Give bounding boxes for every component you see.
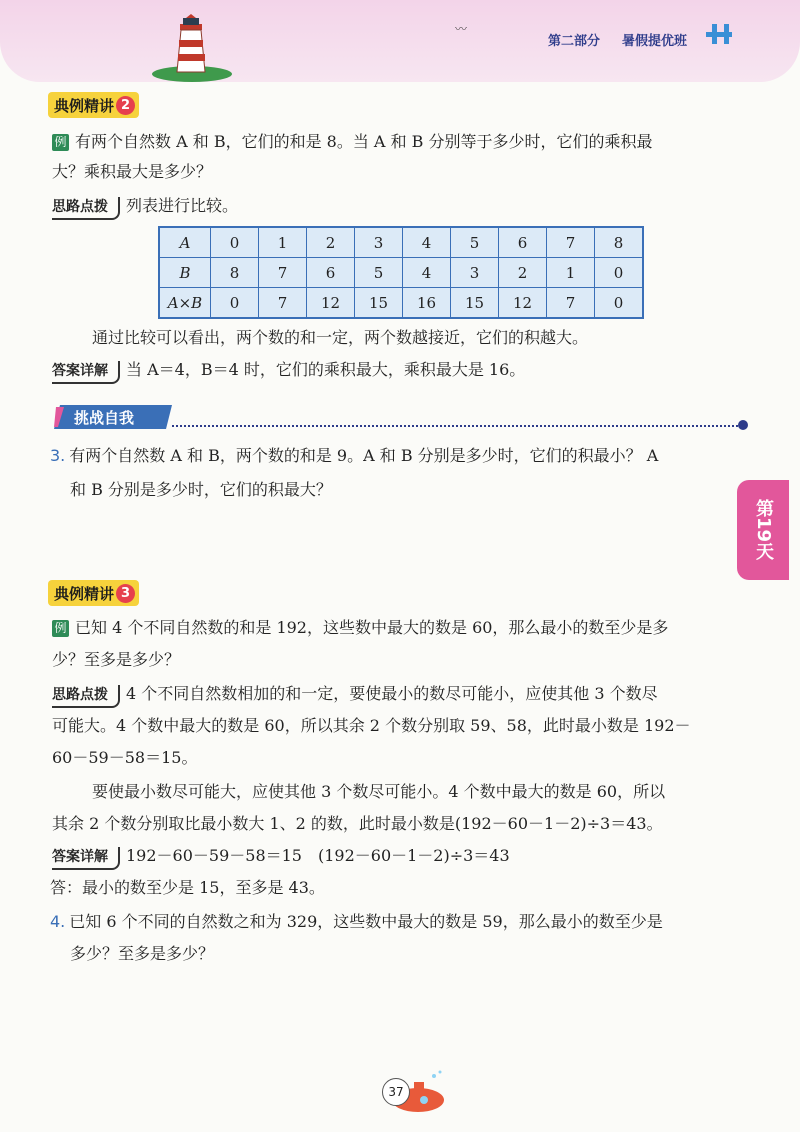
table-cell: 15 [451, 288, 499, 319]
hint-3-line5: 其余 2 个数分别取比最小数大 1、2 的数，此时最小数是(192－60－1－2)÷3＝43。 [52, 814, 663, 833]
table-cell: 6 [307, 258, 355, 288]
conclusion-2: 通过比较可以看出，两个数的和一定，两个数越接近，它们的积越大。 [92, 328, 589, 347]
table-cell: 7 [259, 258, 307, 288]
table-cell: 0 [595, 258, 644, 288]
table-row [159, 227, 643, 258]
header-section: 第二部分 [548, 34, 601, 49]
table-cell: 7 [547, 288, 595, 319]
answer-3 [52, 846, 510, 870]
table-cell: 0 [595, 288, 644, 319]
table-cell: 4 [403, 258, 451, 288]
question-3 [50, 446, 658, 466]
challenge-label: 挑战自我 [74, 409, 135, 427]
problem-3-line2: 少？至多是多少？ [52, 650, 181, 669]
table-row [159, 258, 643, 288]
header-series: 暑假提优班 [622, 34, 688, 49]
row-head: B [159, 258, 211, 288]
problem-2 [52, 132, 653, 152]
answer-3-final: 答：最小的数至少是 15，至多是 43。 [50, 878, 325, 897]
hint-label: 思路点拨 [52, 197, 120, 220]
example-icon: 例 [52, 134, 69, 151]
answer-2 [52, 360, 525, 384]
row-head: A [159, 227, 211, 258]
answer-label: 答案详解 [52, 847, 120, 870]
book-deco-icon [702, 18, 742, 48]
table-cell: 3 [355, 227, 403, 258]
table-row [159, 288, 643, 319]
day-tab: 第19天 [737, 480, 789, 580]
row-head: A×B [159, 288, 211, 319]
table-cell: 6 [499, 227, 547, 258]
table-cell: 0 [211, 227, 259, 258]
answer-label: 答案详解 [52, 361, 120, 384]
table-cell: 5 [355, 258, 403, 288]
divider-end-dot [738, 420, 748, 430]
lighthouse-icon [150, 14, 240, 82]
table-cell: 12 [499, 288, 547, 319]
page-number: 37 [382, 1078, 410, 1106]
problem-3 [52, 618, 668, 638]
problem-2-line2: 大？乘积最大是多少？ [52, 162, 213, 181]
comparison-table [158, 226, 644, 319]
hint-3-line4: 要使最小数尽可能大，应使其他 3 个数尽可能小。4 个数中最大的数是 60，所以 [92, 782, 666, 801]
question-4 [50, 912, 663, 932]
hint-2 [52, 196, 238, 220]
page-header [0, 0, 800, 82]
problem-2-line1: 有两个自然数 A 和 B，它们的和是 8。当 A 和 B 分别等于多少时，它们的乘积最 [75, 132, 653, 151]
question-4-line1: 已知 6 个不同的自然数之和为 329，这些数中最大的数是 59，那么最小的数至少是 [69, 912, 663, 931]
hint-3-line1: 4 个不同自然数相加的和一定，要使最小的数尽可能小，应使其他 3 个数尽 [126, 684, 658, 703]
table-cell: 8 [211, 258, 259, 288]
hint-3-line3: 60－59－58＝15。 [52, 748, 198, 767]
example-icon: 例 [52, 620, 69, 637]
hint-label: 思路点拨 [52, 685, 120, 708]
answer-2-text: 当 A＝4，B＝4 时，它们的乘积最大，乘积最大是 16。 [126, 360, 526, 379]
answer-3-text: 192－60－59－58＝15 (192－60－1－2)÷3＝43 [126, 846, 510, 865]
problem-3-line1: 已知 4 个不同自然数的和是 192，这些数中最大的数是 60，那么最小的数至少是多 [75, 618, 669, 637]
hint-3 [52, 684, 658, 708]
table-cell: 7 [259, 288, 307, 319]
table-cell: 0 [211, 288, 259, 319]
badge-number: 3 [116, 584, 135, 603]
bird-icon: 〰 [455, 22, 468, 36]
question-3-line2: 和 B 分别是多少时，它们的积最大？ [70, 480, 332, 499]
table-cell: 1 [259, 227, 307, 258]
dotted-divider [172, 425, 742, 427]
hint-3-line2: 可能大。4 个数中最大的数是 60，所以其余 2 个数分别取 59、58，此时最小数是 192－ [52, 716, 691, 735]
table-cell: 2 [307, 227, 355, 258]
table-cell: 5 [451, 227, 499, 258]
table-cell: 15 [355, 288, 403, 319]
table-cell: 3 [451, 258, 499, 288]
question-number: 4. [50, 912, 66, 931]
hint-2-text: 列表进行比较。 [126, 196, 239, 215]
question-3-line1: 有两个自然数 A 和 B，两个数的和是 9。A 和 B 分别是多少时，它们的积最小？ A [69, 446, 659, 465]
table-cell: 7 [547, 227, 595, 258]
table-cell: 4 [403, 227, 451, 258]
badge-number: 2 [116, 96, 135, 115]
table-cell: 16 [403, 288, 451, 319]
question-4-line2: 多少？至多是多少？ [70, 944, 215, 963]
example-badge-2 [48, 92, 139, 118]
example-badge-3 [48, 580, 139, 606]
table-cell: 8 [595, 227, 644, 258]
badge-label: 典例精讲 [54, 96, 115, 115]
table-cell: 1 [547, 258, 595, 288]
question-number: 3. [50, 446, 66, 465]
badge-label: 典例精讲 [54, 584, 115, 603]
table-cell: 12 [307, 288, 355, 319]
table-cell: 2 [499, 258, 547, 288]
